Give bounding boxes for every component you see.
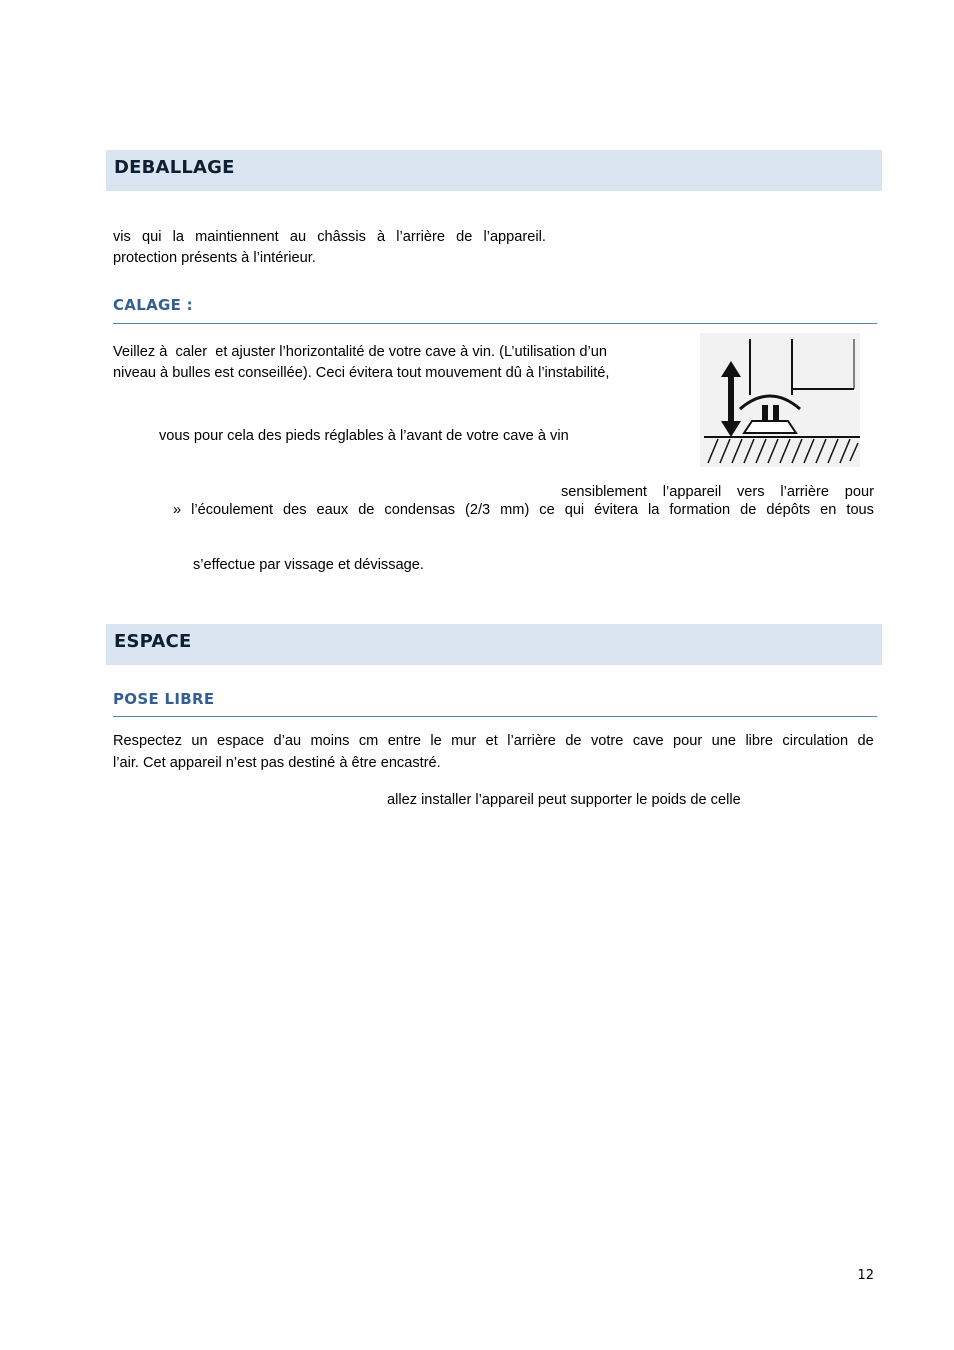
word: des: [283, 502, 307, 518]
word: un: [191, 733, 208, 749]
word: formation: [669, 502, 731, 518]
word: mm): [500, 502, 530, 518]
word: l’appareil.: [483, 229, 546, 245]
section-header-deballage: [106, 150, 882, 191]
word: moins: [310, 733, 350, 749]
section-title: DEBALLAGE: [114, 157, 235, 178]
word: d’au: [273, 733, 302, 749]
word: une: [711, 733, 737, 749]
word: vis: [113, 229, 131, 245]
divider: [113, 716, 877, 717]
word: Respectez: [113, 733, 182, 749]
word: l’arrière: [507, 733, 556, 749]
word: qui: [141, 229, 162, 245]
calage-line-3: vous pour cela des pieds réglables à l’avant de votre cave à vin: [159, 428, 569, 444]
word: vers: [736, 484, 765, 500]
word: l’écoulement: [191, 502, 274, 518]
word: qui: [564, 502, 585, 518]
word: de: [565, 733, 582, 749]
word: maintiennent: [195, 229, 279, 245]
word: et: [485, 733, 498, 749]
word: »: [173, 502, 182, 518]
word: circulation: [782, 733, 849, 749]
subheading-calage: CALAGE :: [113, 296, 193, 314]
section-header-espace: [106, 624, 882, 665]
word: à: [377, 229, 386, 245]
word: en: [820, 502, 837, 518]
calage-line-6: s’effectue par vissage et dévissage.: [193, 557, 424, 573]
page-number: 12: [857, 1268, 874, 1283]
word: pour: [673, 733, 703, 749]
word: de: [857, 733, 874, 749]
word: le: [430, 733, 442, 749]
word: eaux: [316, 502, 349, 518]
word: entre: [387, 733, 421, 749]
word: l’arrière: [780, 484, 829, 500]
word: pour: [844, 484, 874, 500]
word: au: [289, 229, 307, 245]
word: sensiblement: [561, 484, 647, 500]
word: votre: [590, 733, 624, 749]
divider: [113, 323, 877, 324]
word: la: [172, 229, 184, 245]
calage-line-5: [173, 502, 874, 519]
deballage-line-2: protection présents à l’intérieur.: [113, 250, 316, 266]
word: libre: [745, 733, 774, 749]
word: dépôts: [766, 502, 811, 518]
word: tous: [846, 502, 874, 518]
word: mur: [451, 733, 477, 749]
word: ce: [539, 502, 555, 518]
word: cm: [358, 733, 379, 749]
word: (2/3: [464, 502, 491, 518]
word: cave: [632, 733, 664, 749]
word: châssis: [317, 229, 366, 245]
calage-line-4: [561, 484, 874, 501]
subheading-pose-libre: POSE LIBRE: [113, 690, 215, 708]
calage-line-1: Veillez à caler et ajuster l’horizontalité de votre cave à vin. (L’utilisation d’un: [113, 344, 608, 360]
calage-line-2: niveau à bulles est conseillée). Ceci évitera tout mouvement dû à l’instabilité,: [113, 365, 610, 381]
word: l’arrière: [396, 229, 445, 245]
word: de: [456, 229, 473, 245]
adjustable-foot-illustration: [700, 333, 860, 467]
word: condensas: [384, 502, 455, 518]
word: la: [647, 502, 660, 518]
espace-line-1: [113, 733, 874, 750]
word: de: [740, 502, 757, 518]
word: de: [358, 502, 375, 518]
espace-line-2: l’air. Cet appareil n’est pas destiné à être encastré.: [113, 755, 441, 771]
word: l’appareil: [662, 484, 722, 500]
section-title: ESPACE: [114, 631, 192, 652]
deballage-line-1: [113, 229, 546, 246]
espace-line-3: allez installer l’appareil peut supporter le poids de celle: [387, 792, 741, 808]
word: espace: [217, 733, 265, 749]
word: évitera: [594, 502, 638, 518]
